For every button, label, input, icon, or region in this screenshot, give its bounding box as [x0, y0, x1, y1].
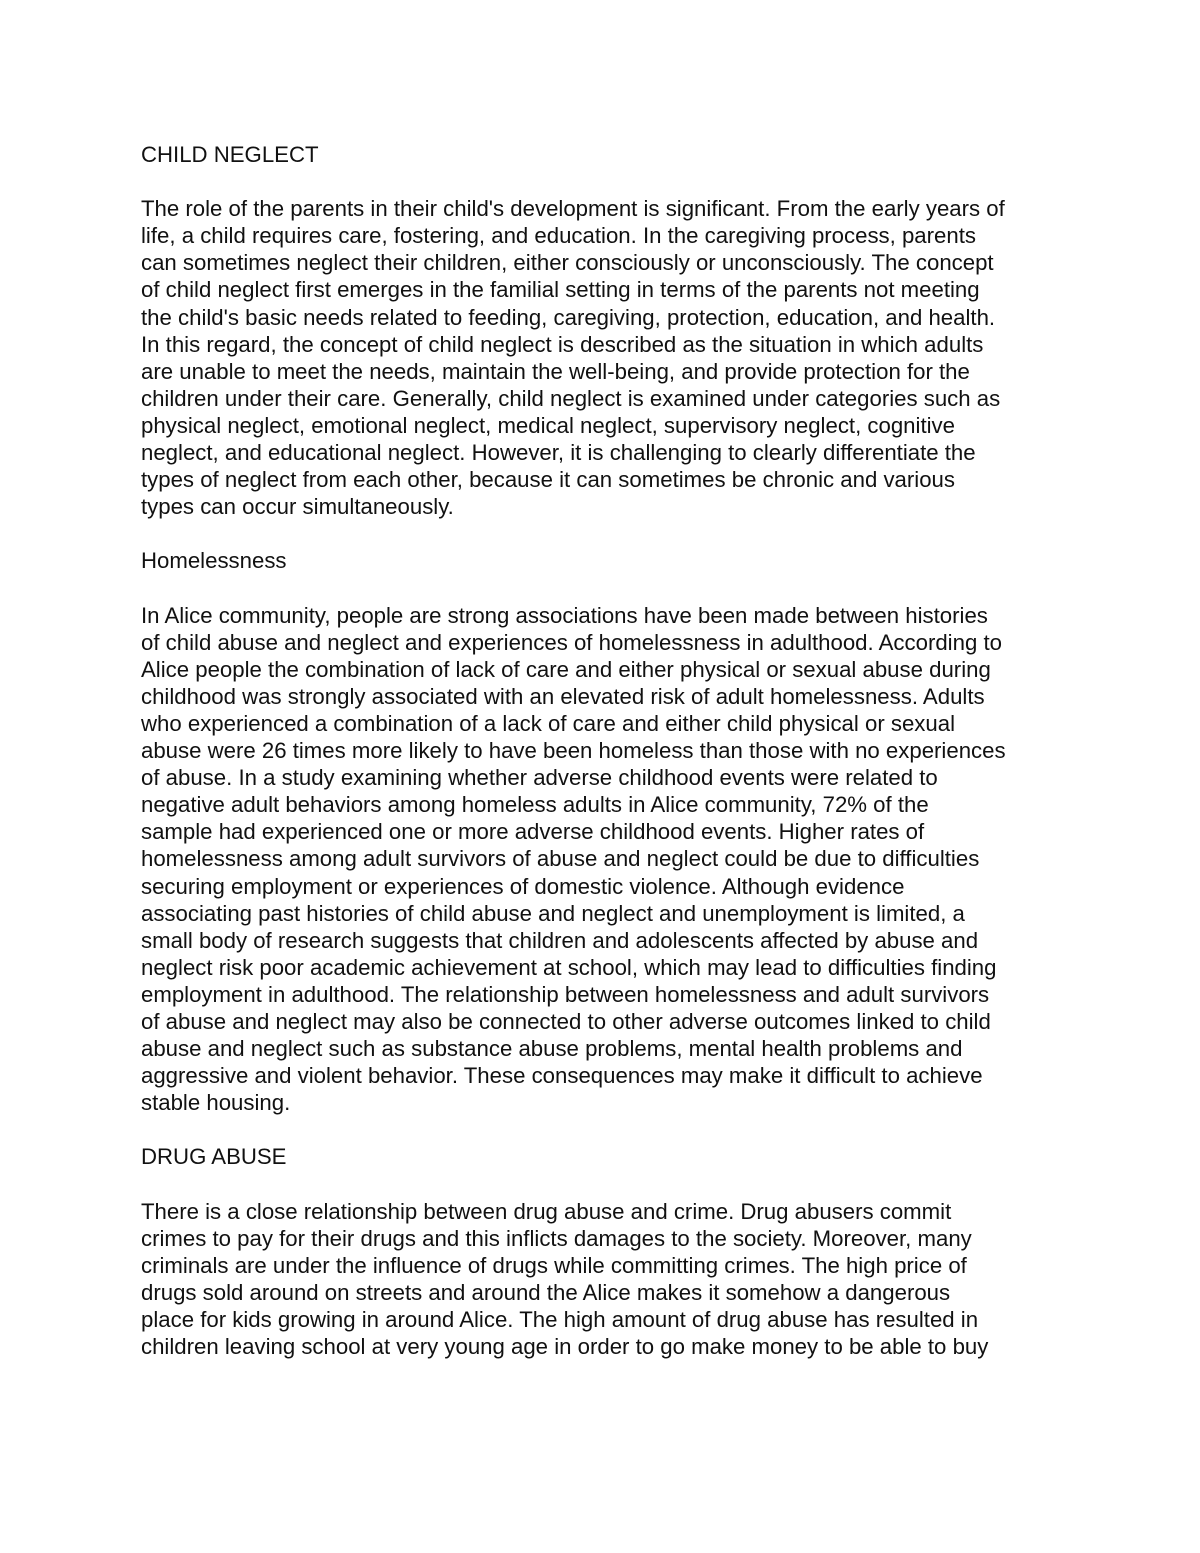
text-line: the child's basic needs related to feeding, caregiving, protection, education, and health.: [141, 304, 996, 330]
text-line: types can occur simultaneously.: [141, 494, 454, 520]
text-line: types of neglect from each other, because it can sometimes be chronic and various: [141, 467, 955, 493]
text-line: sample had experienced one or more adverse childhood events. Higher rates of: [141, 819, 925, 845]
section-heading-homelessness: Homelessness: [141, 548, 287, 574]
document-body: [141, 141, 1059, 1387]
text-line: associating past histories of child abuse and neglect and unemployment is limited, a: [141, 900, 965, 926]
text-line: abuse were 26 times more likely to have been homeless than those with no experiences: [141, 738, 1006, 764]
text-line: securing employment or experiences of domestic violence. Although evidence: [141, 873, 905, 899]
text-line: The role of the parents in their child's development is significant. From the early years of: [141, 196, 1005, 222]
text-line: aggressive and violent behavior. These consequences may make it difficult to achieve: [141, 1063, 983, 1089]
text-line: negative adult behaviors among homeless adults in Alice community, 72% of the: [141, 792, 929, 818]
text-line: children under their care. Generally, child neglect is examined under categories such as: [141, 385, 1001, 411]
text-line: employment in adulthood. The relationship between homelessness and adult survivors: [141, 981, 990, 1007]
text-line: neglect risk poor academic achievement at school, which may lead to difficulties finding: [141, 954, 997, 980]
text-line: In this regard, the concept of child neglect is described as the situation in which adults: [141, 331, 984, 357]
text-line: There is a close relationship between drug abuse and crime. Drug abusers commit: [141, 1198, 952, 1224]
text-line: of abuse and neglect may also be connected to other adverse outcomes linked to child: [141, 1009, 991, 1034]
text-line: stable housing.: [141, 1090, 291, 1116]
text-line: of child abuse and neglect and experiences of homelessness in adulthood. According to: [141, 629, 1002, 655]
text-line: crimes to pay for their drugs and this inflicts damages to the society. Moreover, many: [141, 1225, 972, 1251]
text-line: drugs sold around on streets and around the Alice makes it somehow a dangerous: [141, 1279, 951, 1305]
paragraph-drug-abuse: [141, 1198, 1059, 1361]
text-line: homelessness among adult survivors of abuse and neglect could be due to difficulties: [141, 846, 980, 872]
section-heading-child-neglect: CHILD NEGLECT: [141, 142, 319, 167]
paragraph-homelessness: [141, 602, 1059, 1117]
text-line: of abuse. In a study examining whether adverse childhood events were related to: [141, 765, 938, 791]
text-line: In Alice community, people are strong associations have been made between histories: [141, 602, 988, 628]
text-line: children leaving school at very young age in order to go make money to be able to buy: [141, 1334, 989, 1360]
text-line: criminals are under the influence of drugs while committing crimes. The high price of: [141, 1252, 967, 1278]
text-line: childhood was strongly associated with an elevated risk of adult homelessness. Adults: [141, 683, 985, 709]
text-line: can sometimes neglect their children, either consciously or unconsciously. The concept: [141, 250, 994, 276]
text-line: abuse and neglect such as substance abuse problems, mental health problems and: [141, 1036, 963, 1062]
text-line: small body of research suggests that children and adolescents affected by abuse and: [141, 927, 979, 953]
text-line: Alice people the combination of lack of care and either physical or sexual abuse during: [141, 656, 991, 682]
text-line: physical neglect, emotional neglect, medical neglect, supervisory neglect, cognitive: [141, 412, 955, 438]
section-heading-drug-abuse: DRUG ABUSE: [141, 1144, 287, 1170]
text-line: life, a child requires care, fostering, and education. In the caregiving process, parents: [141, 223, 976, 249]
text-line: place for kids growing in around Alice. The high amount of drug abuse has resulted in: [141, 1307, 979, 1333]
text-line: of child neglect first emerges in the familial setting in terms of the parents not meeting: [141, 277, 980, 303]
text-line: who experienced a combination of a lack of care and either child physical or sexual: [141, 710, 956, 736]
paragraph-child-neglect: [141, 195, 1059, 520]
text-line: neglect, and educational neglect. However, it is challenging to clearly differentiate the: [141, 440, 976, 466]
text-line: are unable to meet the needs, maintain the well-being, and provide protection for the: [141, 358, 970, 384]
